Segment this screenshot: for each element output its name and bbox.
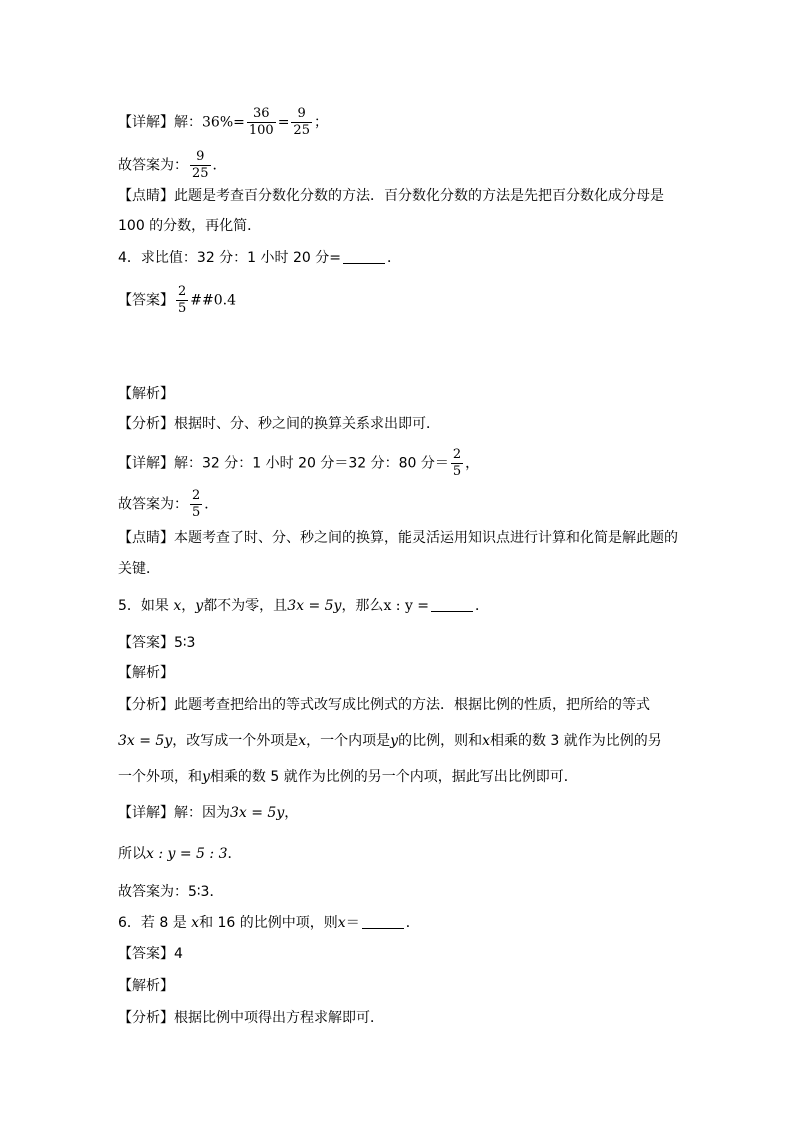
detail-line-4: 【详解】解：32 分：1 小时 20 分＝32 分：80 分＝ $\frac{2}{5}$ ，: [118, 447, 480, 479]
analysis-text: 3x = 5y，改写成一个外项是x，一个内项是y的比例，则和x相乘的数 3 就作为比例的另: [118, 733, 662, 749]
ratio-expression: x : y =: [383, 598, 430, 614]
question-4: 4．求比值：32 分：1 小时 20 分= ．: [118, 250, 401, 266]
answer-blank: [343, 249, 385, 264]
question-5: 5．如果 x，y都不为零，且3x = 5y，那么x : y = ．: [118, 598, 490, 614]
analysis-text: 【分析】根据时、分、秒之间的换算关系求出即可．: [118, 416, 440, 432]
analysis-label: 【解析】: [118, 665, 174, 681]
fraction-answer: $\frac{2}{5}$: [178, 284, 187, 316]
answer-blank: [362, 914, 404, 929]
fraction-final: $\frac{2}{5}$: [192, 488, 201, 520]
answer-blank: [431, 597, 473, 612]
detail-line-5: 【详解】解：因为3x = 5y，: [118, 805, 299, 821]
analysis-label: 【解析】: [118, 978, 174, 994]
analysis-text: 【分析】此题考查把给出的等式改写成比例式的方法．根据比例的性质，把所给的等式: [118, 697, 650, 713]
final-answer-4: 故答案为： $\frac{2}{5}$ ．: [118, 488, 219, 520]
comment-line: 【点睛】此题是考查百分数化分数的方法．百分数化分数的方法是先把百分数化成分母是: [118, 188, 664, 204]
percent-expression: 36%=: [202, 114, 245, 131]
analysis-label: 【解析】: [118, 386, 174, 402]
equation: 3x = 5y: [287, 598, 342, 614]
detail-line-percent: 【详解】解：36%= $\frac{36}{100}$ = $\frac{9}{25}$ ；: [118, 106, 328, 138]
final-answer-5: 故答案为：5∶3．: [118, 884, 224, 900]
fraction-36-100: $\frac{36}{100}$: [248, 106, 274, 138]
analysis-text: 一个外项，和y相乘的数 5 就作为比例的另一个内项，据此写出比例即可．: [118, 769, 578, 785]
answer-6: 【答案】4: [118, 946, 183, 962]
comment-line: 【点睛】本题考查了时、分、秒之间的换算，能灵活运用知识点进行计算和化简是解此题的: [118, 530, 678, 546]
fraction-9-25: $\frac{9}{25}$: [293, 106, 310, 138]
fraction-answer: $\frac{9}{25}$: [192, 149, 209, 181]
fraction-detail: $\frac{2}{5}$: [452, 447, 462, 479]
question-6: 6．若 8 是 x和 16 的比例中项，则x＝ ．: [118, 915, 420, 931]
answer-5: 【答案】5∶3: [118, 635, 196, 651]
answer-line-percent: 故答案为： $\frac{9}{25}$ ．: [118, 149, 227, 181]
so-line-5: 所以x : y = 5 : 3．: [118, 846, 242, 862]
comment-line: 100 的分数，再化简．: [118, 218, 262, 234]
comment-line: 关键．: [118, 561, 160, 577]
answer-4: 【答案】 $\frac{2}{5}$ ##0.4: [118, 284, 237, 316]
analysis-text: 【分析】根据比例中项得出方程求解即可．: [118, 1010, 384, 1026]
detail-label: 【详解】解：: [118, 114, 202, 131]
